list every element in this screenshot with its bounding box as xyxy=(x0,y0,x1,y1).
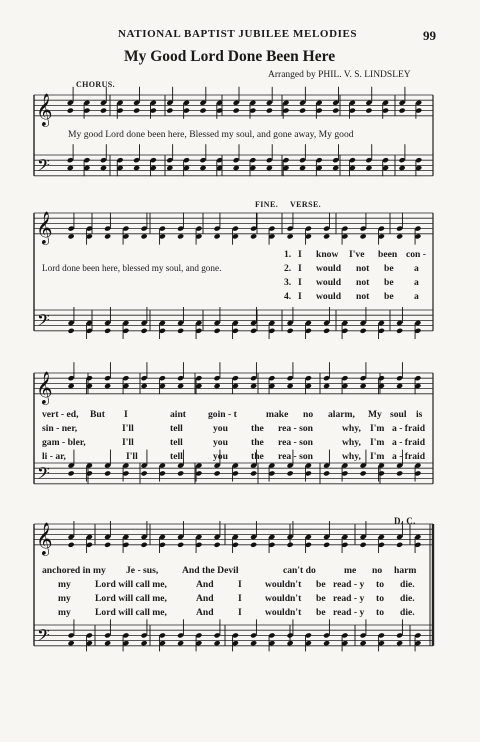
verse-lyric-row xyxy=(0,277,480,291)
lyric-syllable: to xyxy=(376,579,384,590)
lyric-syllable: I xyxy=(238,607,242,618)
note-head xyxy=(299,165,306,171)
note-head xyxy=(100,165,107,171)
lyric-syllable: Lord will call me, xyxy=(95,593,167,604)
lyric-syllable: be xyxy=(316,607,326,618)
verse-lyric-row xyxy=(0,593,480,607)
note-head xyxy=(104,328,111,334)
lyric-syllable: you xyxy=(213,451,228,462)
note-head xyxy=(287,470,294,476)
lyric-syllable: the xyxy=(251,451,264,462)
note-head xyxy=(250,328,257,334)
note-head xyxy=(396,383,403,389)
note-head xyxy=(323,470,330,476)
note-head xyxy=(323,640,330,646)
lyric-syllable: be xyxy=(316,579,326,590)
lyric-syllable: Je - sus, xyxy=(126,565,159,576)
note-head xyxy=(287,640,294,646)
treble-clef: 𝄞 xyxy=(36,370,53,404)
note-head xyxy=(266,108,273,114)
note-head xyxy=(214,383,221,389)
note-head xyxy=(141,233,148,239)
running-header: NATIONAL BAPTIST JUBILEE MELODIES xyxy=(118,28,358,40)
note-head xyxy=(323,542,330,548)
lyric-syllable: be xyxy=(384,263,394,274)
verse-lyric-row xyxy=(0,423,480,437)
page-number: 99 xyxy=(423,28,436,43)
note-head xyxy=(141,470,148,476)
lyric-syllable: I xyxy=(238,579,242,590)
lyric-syllable: a - fraid xyxy=(392,437,426,448)
note-head xyxy=(177,383,184,389)
note-head xyxy=(68,542,75,548)
lyric-syllable: me xyxy=(344,565,357,576)
lyric-syllable: why, xyxy=(342,423,361,434)
verse-lyric-row xyxy=(0,291,480,305)
lyric-syllable: Lord will call me, xyxy=(95,579,167,590)
lyric-syllable: no xyxy=(372,565,383,576)
lyric-syllable: tell xyxy=(170,423,183,434)
lyric-syllable: rea - son xyxy=(278,423,313,434)
treble-clef: 𝄞 xyxy=(36,521,53,555)
lyric-syllable: rea - son xyxy=(278,437,313,448)
note-head xyxy=(141,640,148,646)
lyric-syllable: 1. xyxy=(284,249,292,260)
lyric-line-system1: My good Lord done been here, Blessed my soul, and gone away, My good xyxy=(68,129,354,140)
lyric-syllable: soul xyxy=(390,409,407,420)
lyric-syllable: I xyxy=(298,291,302,302)
chorus-mark: CHORUS. xyxy=(76,80,116,89)
lyric-syllable: sin - ner, xyxy=(42,423,78,434)
note-head xyxy=(166,165,173,171)
lyric-syllable: my xyxy=(58,607,71,618)
arranger-credit: Arranged by PHIL. V. S. LINDSLEY xyxy=(268,70,411,80)
lyric-syllable: alarm, xyxy=(328,409,355,420)
lyric-syllable: I xyxy=(238,593,242,604)
lyric-syllable: vert - ed, xyxy=(42,409,79,420)
lyric-syllable: And the Devil xyxy=(182,565,239,576)
note-head xyxy=(365,108,372,114)
note-head xyxy=(68,640,75,646)
fine-mark: FINE. xyxy=(255,200,279,209)
note-head xyxy=(177,328,184,334)
bass-clef: 𝄢 xyxy=(37,154,50,179)
note-head xyxy=(214,233,221,239)
lyric-syllable: goin - t xyxy=(208,409,237,420)
note-head xyxy=(141,328,148,334)
lyric-syllable: I'll xyxy=(122,423,134,434)
lyric-syllable: can't do xyxy=(283,565,316,576)
note-head xyxy=(299,108,306,114)
note-head xyxy=(250,470,257,476)
lyric-syllable: you xyxy=(213,423,228,434)
lyric-syllable: con - xyxy=(406,249,426,260)
treble-clef: 𝄞 xyxy=(36,92,53,126)
lyric-syllable: I'm xyxy=(370,451,385,462)
lyric-syllable: would xyxy=(316,263,342,274)
lyric-syllable: to xyxy=(376,593,384,604)
lyric-syllable: read - y xyxy=(333,579,365,590)
lyric-syllable: 4. xyxy=(284,291,292,302)
lyric-syllable: die. xyxy=(400,579,415,590)
dc-mark: D. C. xyxy=(394,516,416,526)
lyric-syllable: be xyxy=(384,277,394,288)
lyric-syllable: Lord will call me, xyxy=(95,607,167,618)
lyric-syllable: why, xyxy=(342,437,361,448)
lyric-syllable: die. xyxy=(400,593,415,604)
lyric-syllable: aint xyxy=(170,409,186,420)
note-head xyxy=(68,328,75,334)
note-head xyxy=(214,328,221,334)
lyric-syllable: the xyxy=(251,423,264,434)
lyric-syllable: li - ar, xyxy=(42,451,66,462)
note-head xyxy=(360,542,367,548)
note-head xyxy=(396,328,403,334)
note-head xyxy=(104,383,111,389)
lyric-syllable: would xyxy=(316,277,342,288)
note-head xyxy=(399,165,406,171)
note-head xyxy=(141,542,148,548)
lyric-syllable: I'm xyxy=(370,437,385,448)
bass-clef: 𝄢 xyxy=(37,462,50,487)
note-head xyxy=(323,328,330,334)
lyric-syllable: know xyxy=(316,249,339,260)
lyric-syllable: a xyxy=(414,263,419,274)
lyric-syllable: would xyxy=(316,291,342,302)
verse-lyric-row xyxy=(0,451,480,465)
lyric-syllable: I'll xyxy=(122,437,134,448)
verse-lyric-row xyxy=(0,607,480,621)
lyric-syllable: is xyxy=(416,409,423,420)
note-head xyxy=(266,165,273,171)
note-head xyxy=(133,165,140,171)
note-head xyxy=(360,470,367,476)
note-head xyxy=(166,108,173,114)
note-head xyxy=(323,233,330,239)
note-head xyxy=(250,383,257,389)
lyric-syllable: why, xyxy=(342,451,361,462)
lyric-syllable: I'm xyxy=(370,423,385,434)
note-head xyxy=(68,233,75,239)
verse-lyric-row xyxy=(0,409,480,423)
lyric-syllable: I xyxy=(124,409,128,420)
note-head xyxy=(250,542,257,548)
lyric-syllable: wouldn't xyxy=(265,607,302,618)
note-head xyxy=(67,108,74,114)
note-head xyxy=(104,640,111,646)
lyric-syllable: a - fraid xyxy=(392,423,426,434)
verse-lyric-row xyxy=(0,263,480,277)
note-head xyxy=(141,383,148,389)
lyric-syllable: you xyxy=(213,437,228,448)
lyric-syllable: rea - son xyxy=(278,451,313,462)
note-head xyxy=(233,108,240,114)
lyric-syllable: And xyxy=(196,607,214,618)
lyric-syllable: 2. xyxy=(284,263,292,274)
lyric-syllable: die. xyxy=(400,607,415,618)
treble-clef: 𝄞 xyxy=(36,210,53,244)
lyric-syllable: And xyxy=(196,593,214,604)
lyric-syllable: not xyxy=(356,291,370,302)
lyric-syllable: a - fraid xyxy=(392,451,426,462)
verse-mark: VERSE. xyxy=(290,200,322,209)
verse-lyric-row xyxy=(0,579,480,593)
lyric-syllable: read - y xyxy=(333,607,365,618)
note-head xyxy=(214,640,221,646)
lyric-syllable: a xyxy=(414,277,419,288)
lyric-syllable: I xyxy=(298,249,302,260)
note-head xyxy=(365,165,372,171)
note-head xyxy=(133,108,140,114)
lyric-syllable: be xyxy=(316,593,326,604)
note-head xyxy=(360,383,367,389)
lyric-syllable: my xyxy=(58,579,71,590)
lyric-syllable: 3. xyxy=(284,277,292,288)
lyric-syllable: I xyxy=(298,277,302,288)
lyric-syllable: I've xyxy=(349,249,365,260)
lyric-line-system2-chorus: Lord done been here, blessed my soul, and gone. xyxy=(42,263,222,273)
note-head xyxy=(68,383,75,389)
note-head xyxy=(214,542,221,548)
note-head xyxy=(177,470,184,476)
note-head xyxy=(287,328,294,334)
note-head xyxy=(177,640,184,646)
lyric-syllable: no xyxy=(303,409,314,420)
lyric-syllable: not xyxy=(356,277,370,288)
lyric-syllable: wouldn't xyxy=(265,593,302,604)
lyric-syllable: But xyxy=(90,409,105,420)
lyric-syllable: My xyxy=(368,409,382,420)
note-head xyxy=(287,542,294,548)
bass-clef: 𝄢 xyxy=(37,309,50,334)
lyric-syllable: tell xyxy=(170,437,183,448)
note-head xyxy=(396,542,403,548)
lyric-syllable: not xyxy=(356,263,370,274)
lyric-syllable: And xyxy=(196,579,214,590)
lyric-syllable: I xyxy=(298,263,302,274)
note-head xyxy=(177,233,184,239)
note-head xyxy=(287,233,294,239)
note-head xyxy=(214,470,221,476)
note-head xyxy=(396,470,403,476)
lyric-syllable: to xyxy=(376,607,384,618)
lyric-syllable: I'll xyxy=(126,451,138,462)
lyric-syllable: harm xyxy=(394,565,417,576)
lyric-syllable: been xyxy=(378,249,398,260)
note-head xyxy=(177,542,184,548)
lyric-syllable: a xyxy=(414,291,419,302)
note-head xyxy=(332,165,339,171)
bass-clef: 𝄢 xyxy=(37,624,50,649)
note-head xyxy=(360,328,367,334)
note-head xyxy=(199,108,206,114)
lyric-syllable: be xyxy=(384,291,394,302)
lyric-syllable: wouldn't xyxy=(265,579,302,590)
lyric-syllable: read - y xyxy=(333,593,365,604)
lyric-syllable: anchored in my xyxy=(42,565,106,576)
note-head xyxy=(104,542,111,548)
note-head xyxy=(199,165,206,171)
note-head xyxy=(396,233,403,239)
lyric-syllable: make xyxy=(266,409,289,420)
lyric-syllable: tell xyxy=(170,451,183,462)
note-head xyxy=(68,470,75,476)
note-head xyxy=(250,640,257,646)
note-head xyxy=(360,640,367,646)
note-head xyxy=(104,233,111,239)
note-head xyxy=(396,640,403,646)
lyric-syllable: the xyxy=(251,437,264,448)
verse-lyric-row xyxy=(0,437,480,451)
lyric-syllable: my xyxy=(58,593,71,604)
lyric-syllable: gam - bler, xyxy=(42,437,86,448)
note-head xyxy=(287,383,294,389)
note-head xyxy=(233,165,240,171)
note-head xyxy=(332,108,339,114)
note-head xyxy=(399,108,406,114)
note-head xyxy=(250,233,257,239)
note-head xyxy=(100,108,107,114)
note-head xyxy=(67,165,74,171)
verse-lyric-row xyxy=(0,565,480,579)
note-head xyxy=(104,470,111,476)
note-head xyxy=(360,233,367,239)
verse-lyric-row xyxy=(0,249,480,263)
note-head xyxy=(323,383,330,389)
hymn-title: My Good Lord Done Been Here xyxy=(124,48,336,65)
